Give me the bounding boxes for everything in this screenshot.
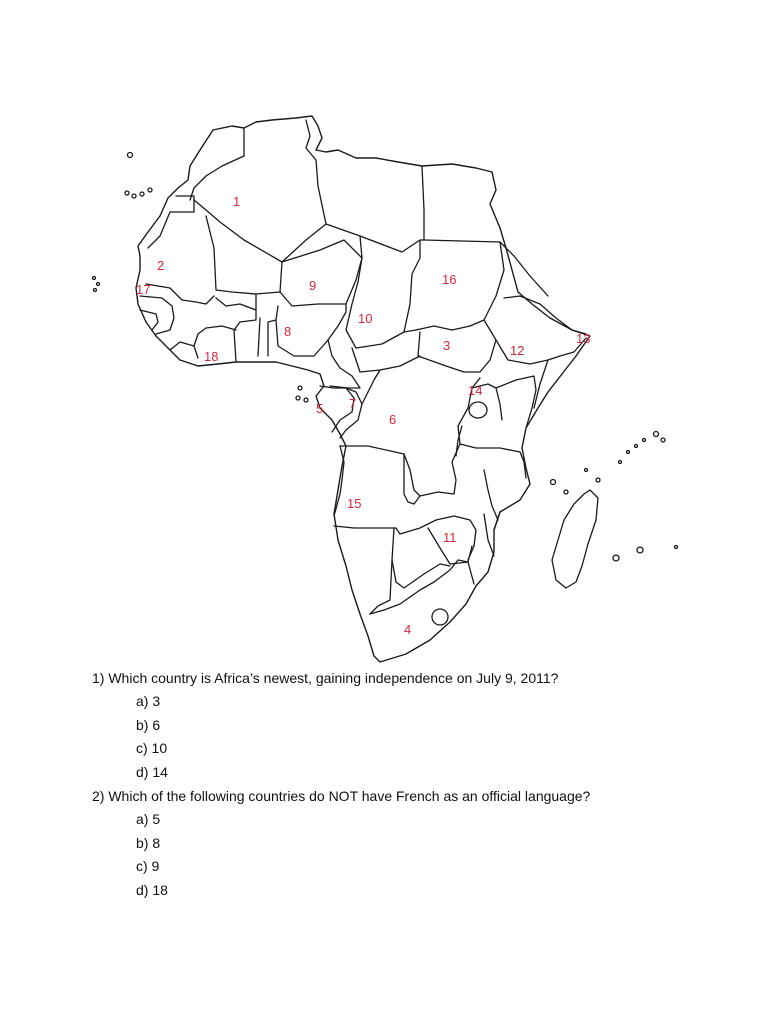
island [298, 386, 302, 390]
country-labels [136, 194, 590, 637]
island [125, 191, 129, 195]
country-label-16: 16 [442, 272, 457, 287]
option: b) 8 [136, 834, 161, 851]
island [564, 490, 568, 494]
country-label-15: 15 [347, 496, 362, 511]
island [94, 289, 97, 292]
africa-coastline [136, 116, 590, 662]
island [296, 396, 300, 400]
country-label-2: 2 [157, 258, 165, 273]
country-label-4: 4 [404, 622, 412, 637]
country-label-17: 17 [136, 282, 151, 297]
country-label-13: 13 [576, 331, 591, 346]
island [304, 398, 308, 402]
country-label-14: 14 [468, 383, 483, 398]
island [585, 469, 588, 472]
question-1-options [92, 690, 732, 784]
island [627, 451, 630, 454]
option: d) 18 [136, 881, 168, 898]
option: d) 14 [136, 763, 168, 780]
country-label-9: 9 [309, 278, 317, 293]
island [140, 192, 144, 196]
option: a) 5 [136, 811, 161, 827]
country-label-18: 18 [204, 349, 219, 364]
country-label-6: 6 [389, 412, 397, 427]
island [97, 283, 100, 286]
island [128, 153, 133, 158]
country-label-5: 5 [316, 401, 324, 416]
island [635, 445, 638, 448]
island [654, 432, 659, 437]
quiz-section [92, 666, 732, 902]
question-1: 1) Which country is Africa’s newest, gaining independence on July 9, 2011? [92, 670, 559, 686]
island [619, 461, 622, 464]
island [132, 194, 136, 198]
island [661, 438, 665, 442]
option: c) 9 [136, 858, 160, 874]
madagascar-outline [552, 490, 598, 588]
country-borders [140, 120, 586, 625]
option: c) 10 [136, 740, 168, 756]
country-label-10: 10 [358, 311, 373, 326]
island [596, 478, 600, 482]
country-label-3: 3 [443, 338, 451, 353]
country-label-1: 1 [233, 194, 241, 209]
island [643, 439, 646, 442]
country-label-11: 11 [443, 530, 457, 545]
country-label-7: 7 [349, 396, 357, 411]
country-label-8: 8 [284, 324, 292, 339]
island [148, 188, 152, 192]
question-2: 2) Which of the following countries do NOT have French as an official language? [92, 788, 591, 804]
option: b) 6 [136, 716, 161, 733]
island [675, 546, 678, 549]
island [93, 277, 96, 280]
island [637, 547, 643, 553]
country-label-12: 12 [510, 343, 525, 358]
island [551, 480, 556, 485]
island [613, 555, 619, 561]
question-2-options [92, 808, 732, 902]
option: a) 3 [136, 693, 161, 709]
